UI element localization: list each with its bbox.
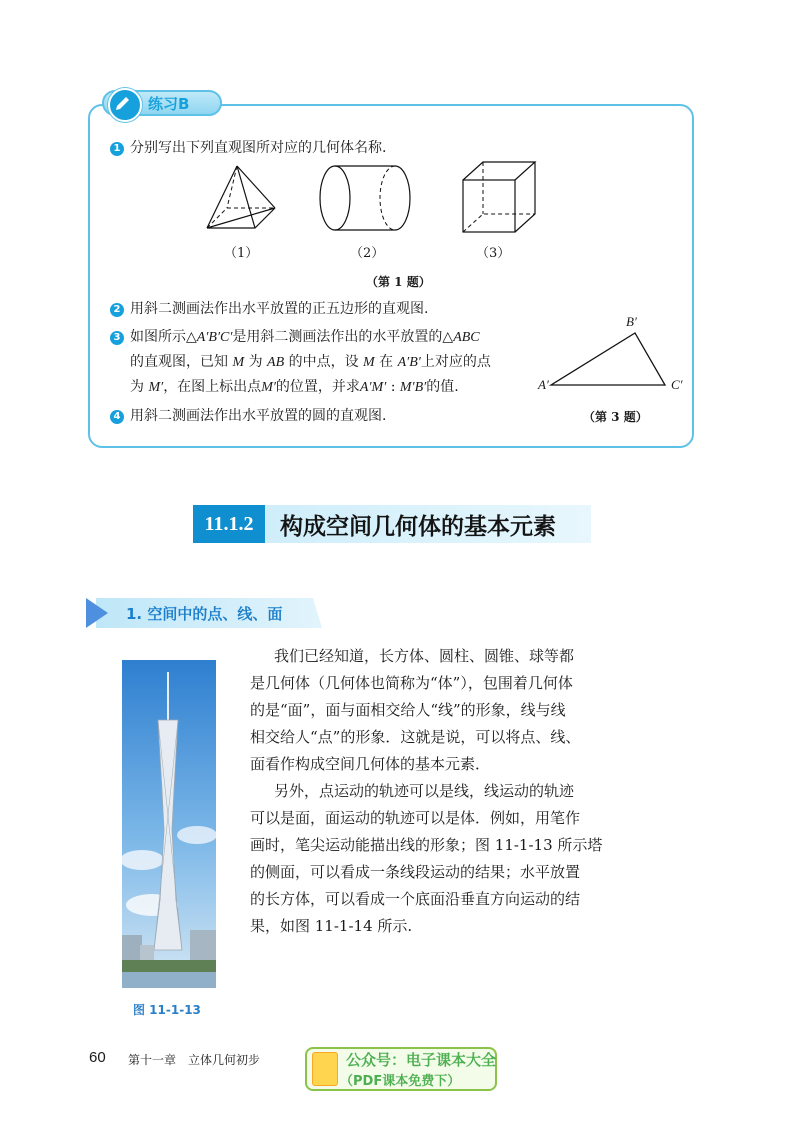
photo-caption: 图 11-1-13 — [133, 1003, 201, 1017]
question-number-badge: 3 — [110, 331, 124, 345]
q3-text: 在 — [374, 354, 398, 370]
triangle-label-b: B′ — [626, 314, 637, 329]
body-line: 的长方体，可以看成一个底面沿垂直方向运动的结 — [250, 890, 581, 908]
body-line: 面看作构成空间几何体的基本元素． — [250, 755, 491, 773]
q3-math: A′M′ — [359, 380, 387, 395]
question-number-badge: 4 — [110, 410, 124, 424]
question-4 — [110, 405, 386, 425]
stamp-line-1: 公众号：电子课本大全 — [346, 1051, 497, 1069]
figure-label-3: （3） — [476, 246, 511, 261]
cube-figure — [463, 162, 535, 232]
cylinder-figure — [320, 166, 410, 230]
subsection-arrow-icon — [86, 598, 108, 628]
triangle-label-c: C′ — [671, 377, 683, 392]
body-line: 的是“面”，面与面相交给人“线”的形象，线与线 — [250, 701, 566, 719]
question-number-badge: 2 — [110, 303, 124, 317]
question-3-line-2 — [130, 351, 491, 371]
body-line: 相交给人“点”的形象．这就是说，可以将点、线、 — [250, 728, 581, 746]
body-line: 可以是面，面运动的轨迹可以是体．例如，用笔作 — [250, 809, 581, 827]
q3-math: A′B′C′ — [196, 330, 233, 345]
book-icon — [312, 1052, 338, 1086]
triangle-figure — [545, 325, 675, 390]
pencil-badge-icon — [108, 88, 142, 122]
q3-text: 的直观图，已知 — [130, 354, 233, 370]
body-line: 画时，笔尖运动能描出线的形象；图 11-1-13 所示塔 — [250, 836, 603, 854]
q3-text: 是用斜二测画法作出的水平放置的△ — [232, 329, 454, 345]
question-2 — [110, 298, 428, 318]
body-line: 是几何体（几何体也简称为“体”），包围着几何体 — [250, 674, 573, 692]
question-1 — [110, 137, 386, 157]
q3-math: M — [232, 355, 245, 370]
q3-math: ABC — [453, 330, 480, 345]
question-3-line-3 — [130, 376, 459, 396]
stamp-line-2: （PDF课本免费下） — [340, 1074, 461, 1089]
question-3-line-1 — [110, 326, 480, 346]
q3-text: 的位置，并求 — [275, 379, 360, 395]
q3-text: : — [386, 379, 400, 395]
q3-math: M′ — [261, 380, 276, 395]
chapter-title: 第十一章 立体几何初步 — [128, 1053, 261, 1067]
section-title: 构成空间几何体的基本元素 — [280, 514, 556, 540]
q3-text: 为 — [244, 354, 268, 370]
body-line: 果，如图 11-1-14 所示. — [250, 917, 413, 935]
tower-photo — [122, 660, 216, 988]
body-line: 另外，点运动的轨迹可以是线，线运动的轨迹 — [274, 782, 575, 800]
q3-text: 为 — [130, 379, 149, 395]
q3-math: AB — [267, 355, 285, 370]
q3-math: M′ — [148, 380, 164, 395]
page-number: 60 — [89, 1049, 106, 1066]
q3-text: 的值. — [426, 379, 459, 395]
q3-math: M — [363, 355, 375, 370]
q3-math: M′B′ — [399, 380, 427, 395]
triangle-label-a: A′ — [538, 377, 549, 392]
question-2-text: 用斜二测画法作出水平放置的正五边形的直观图. — [130, 301, 429, 317]
solid-figures — [195, 158, 555, 238]
question-1-text: 分别写出下列直观图所对应的几何体名称. — [130, 140, 387, 156]
body-line: 的侧面，可以看成一条线段运动的结果；水平放置 — [250, 863, 581, 881]
question-4-text: 用斜二测画法作出水平放置的圆的直观图. — [130, 408, 387, 424]
section-number: 11.1.2 — [193, 505, 265, 543]
figure-label-1: （1） — [224, 246, 259, 261]
q3-text: 的中点，设 — [284, 354, 364, 370]
q3-math: A′B′ — [397, 355, 421, 370]
figure-label-2: （2） — [350, 246, 385, 261]
body-line: 我们已经知道，长方体、圆柱、圆锥、球等都 — [274, 647, 575, 665]
figure-3-caption: （第 3 题） — [583, 410, 648, 424]
figure-1-caption: （第 1 题） — [366, 275, 431, 289]
practice-tab-label: 练习B — [148, 95, 190, 113]
q3-text: 上对应的点 — [420, 354, 491, 370]
q3-text: 如图所示△ — [130, 329, 197, 345]
subsection-title: 1. 空间中的点、线、面 — [126, 605, 283, 623]
question-number-badge: 1 — [110, 142, 124, 156]
pyramid-figure — [207, 166, 275, 228]
q3-text: ，在图上标出点 — [163, 379, 262, 395]
